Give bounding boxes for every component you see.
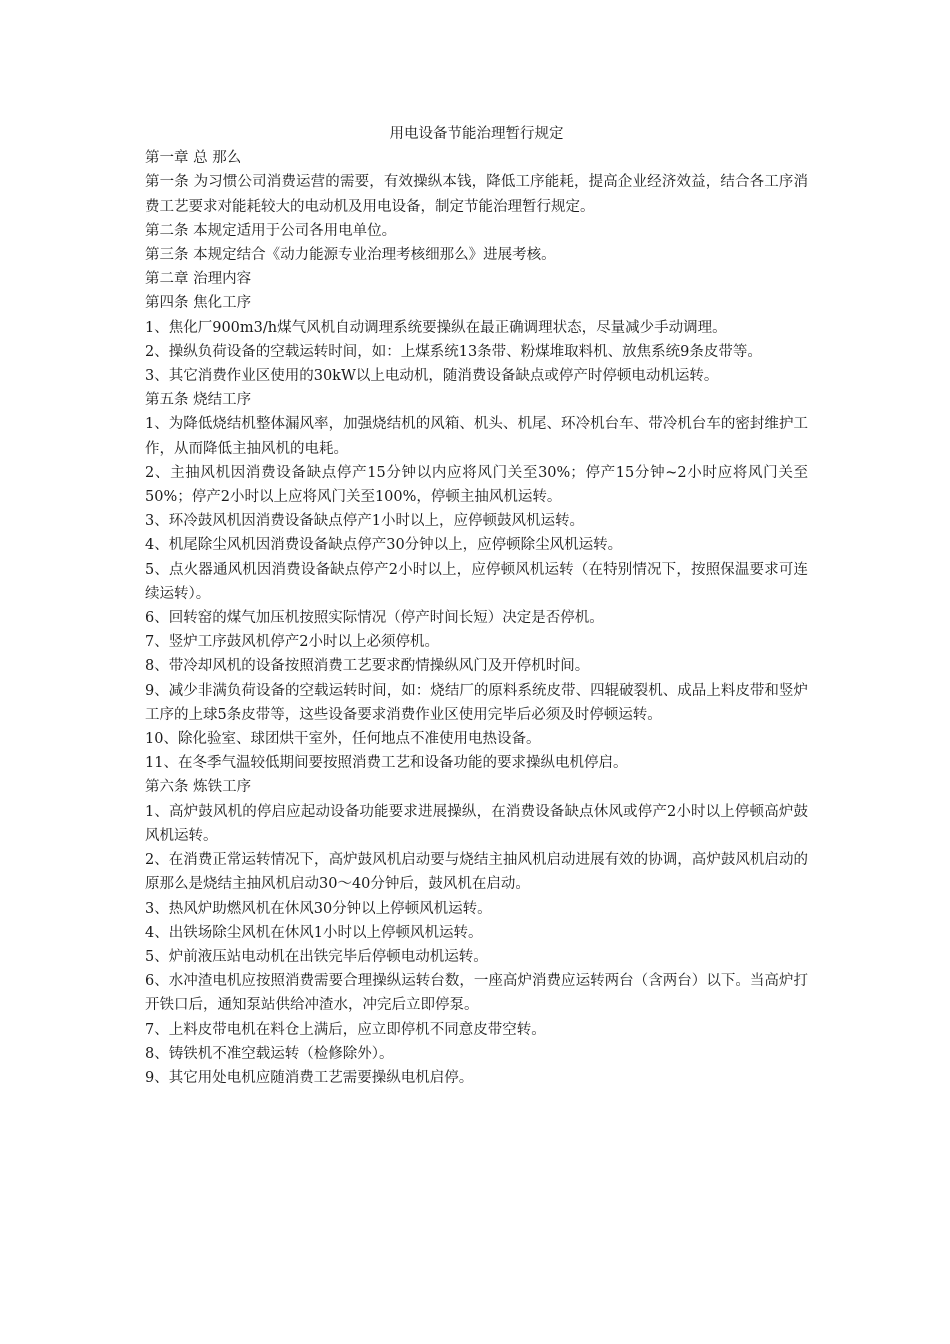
document-paragraph: 1、为降低烧结机整体漏风率，加强烧结机的风箱、机头、机尾、环冷机台车、带冷机台车的密封维护工作，从而降低主抽风机的电耗。	[145, 416, 808, 457]
document-paragraph: 3、环冷鼓风机因消费设备缺点停产1小时以上，应停顿鼓风机运转。	[145, 513, 584, 530]
document-page	[145, 122, 808, 1090]
document-paragraph: 7、上料皮带电机在料仓上满后，应立即停机不同意皮带空转。	[145, 1021, 546, 1038]
document-paragraph: 4、机尾除尘风机因消费设备缺点停产30分钟以上，应停顿除尘风机运转。	[145, 537, 623, 554]
document-title: 用电设备节能治理暂行规定	[389, 126, 564, 142]
document-paragraph: 8、带冷却风机的设备按照消费工艺要求酌情操纵风门及开停机时间。	[145, 658, 590, 675]
document-paragraph: 9、其它用处电机应随消费工艺需要操纵电机启停。	[145, 1069, 474, 1086]
document-paragraph: 第一条 为习惯公司消费运营的需要，有效操纵本钱，降低工序能耗，提高企业经济效益，结合各工序消费工艺要求对能耗较大的电动机及用电设备，制定节能治理暂行规定。	[145, 174, 808, 215]
document-paragraph: 8、铸铁机不准空载运转（检修除外）。	[145, 1045, 394, 1062]
document-paragraph: 第一章 总 那么	[145, 150, 242, 167]
document-paragraph: 9、减少非满负荷设备的空载运转时间，如：烧结厂的原料系统皮带、四辊破裂机、成品上料皮带和竖炉工序的上球5条皮带等，这些设备要求消费作业区使用完毕后必须及时停顿运转。	[145, 682, 808, 723]
document-paragraph: 2、主抽风机因消费设备缺点停产15分钟以内应将风门关至30%；停产15分钟~2小时应将风门关至50%；停产2小时以上应将风门关至100%，停顿主抽风机运转。	[145, 464, 808, 506]
document-paragraph: 第三条 本规定结合《动力能源专业治理考核细那么》进展考核。	[145, 247, 556, 264]
document-paragraph: 7、竖炉工序鼓风机停产2小时以上必须停机。	[145, 634, 439, 651]
document-paragraph: 第四条 焦化工序	[145, 295, 252, 312]
document-body	[145, 146, 808, 1090]
document-paragraph: 4、出铁场除尘风机在休风1小时以上停顿风机运转。	[145, 924, 483, 941]
document-paragraph: 第二条 本规定适用于公司各用电单位。	[145, 222, 397, 239]
document-paragraph: 2、在消费正常运转情况下，高炉鼓风机启动要与烧结主抽风机启动进展有效的协调，高炉鼓风机启动的原那么是烧结主抽风机启动30～40分钟后，鼓风机在启动。	[145, 852, 808, 893]
document-paragraph: 3、热风炉助燃风机在休风30分钟以上停顿风机运转。	[145, 900, 492, 917]
document-paragraph: 第六条 炼铁工序	[145, 779, 252, 796]
document-paragraph: 6、回转窑的煤气加压机按照实际情况（停产时间长短）决定是否停机。	[145, 610, 604, 627]
document-paragraph: 3、其它消费作业区使用的30kW以上电动机，随消费设备缺点或停产时停顿电动机运转。	[145, 368, 719, 385]
document-paragraph: 6、水冲渣电机应按照消费需要合理操纵运转台数，一座高炉消费应运转两台（含两台）以下。当高炉打开铁口后，通知泵站供给冲渣水，冲完后立即停泵。	[145, 973, 808, 1014]
document-paragraph: 第五条 烧结工序	[145, 392, 252, 409]
document-paragraph: 1、焦化厂900m3/h煤气风机自动调理系统要操纵在最正确调理状态，尽量减少手动调理。	[145, 319, 727, 336]
document-paragraph: 5、点火器通风机因消费设备缺点停产2小时以上，应停顿风机运转（在特别情况下，按照保温要求可连续运转）。	[145, 561, 808, 602]
document-paragraph: 1、高炉鼓风机的停启应起动设备功能要求进展操纵，在消费设备缺点休风或停产2小时以上停顿高炉鼓风机运转。	[145, 803, 808, 844]
document-paragraph: 5、炉前液压站电动机在出铁完毕后停顿电动机运转。	[145, 948, 488, 965]
document-paragraph: 第二章 治理内容	[145, 271, 252, 288]
document-paragraph: 10、除化验室、球团烘干室外，任何地点不准使用电热设备。	[145, 731, 541, 748]
document-paragraph: 11、在冬季气温较低期间要按照消费工艺和设备功能的要求操纵电机停启。	[145, 755, 628, 772]
document-paragraph: 2、操纵负荷设备的空载运转时间，如：上煤系统13条带、粉煤堆取料机、放焦系统9条皮带等。	[145, 343, 762, 360]
